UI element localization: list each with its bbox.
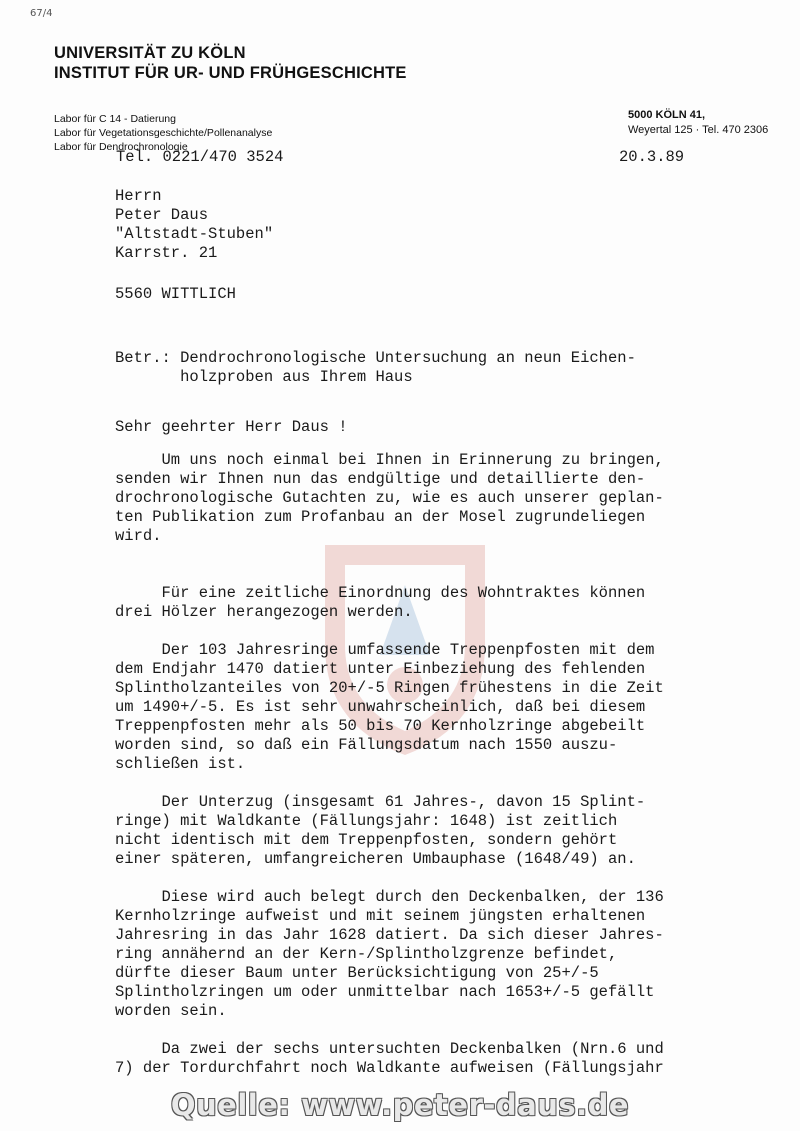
recipient-address: Herrn Peter Daus "Altstadt-Stuben" Karrstr. 21 [115, 187, 274, 262]
lab-pollen: Labor für Vegetationsgeschichte/Pollenanalyse [54, 127, 273, 139]
corner-mark: 67/4 [30, 8, 53, 19]
institute-name: INSTITUT FÜR UR- UND FRÜHGESCHICHTE [54, 64, 407, 82]
salutation: Sehr geehrter Herr Daus ! [115, 418, 348, 436]
university-name: UNIVERSITÄT ZU KÖLN [54, 44, 246, 62]
letterhead [54, 43, 407, 83]
lab-c14: Labor für C 14 - Datierung [54, 113, 176, 125]
lab-dendro: Labor für Dendrochronologie [54, 141, 188, 153]
phone-line: Tel. 0221/470 3524 [116, 148, 284, 166]
source-watermark: Quelle: www.peter-daus.de [170, 1088, 630, 1122]
recipient-city: 5560 WITTLICH [115, 285, 236, 303]
address-street-phone: Weyertal 125 · Tel. 470 2306 [628, 124, 769, 136]
address-city: 5000 KÖLN 41, [628, 109, 706, 121]
institute-address [628, 108, 768, 138]
letter-body: Um uns noch einmal bei Ihnen in Erinnerung zu bringen, senden wir Ihnen nun das endgültige und detaillierte den- drochronologische Gutachten zu, wie es auch unserer geplan- ten Publikation zum Profanbau an der Mosel zugrundeliegen wird. Für eine zeitliche Einordnung des Wohntraktes können drei Hölzer herangezogen werden. Der 103 Jahresringe umfassende Treppenpfosten mit dem dem Endjahr 1470 datiert unter Einbeziehung des fehlenden Splintholzanteiles von 20+/-5 Ringen frühestens in die Zeit um 1490+/-5. Es ist sehr unwahrscheinlich, daß bei diesem Treppenpfosten mehr als 50 bis 70 Kernholzringe abgebeilt worden sind, so daß ein Fällungsdatum nach 1550 auszu- schließen ist. Der Unterzug (insgesamt 61 Jahres-, davon 15 Splint- ringe) mit Waldkante (Fällungsjahr: 1648) ist zeitlich nicht identisch mit dem Treppenpfosten, sondern gehört einer späteren, umfangreicheren Umbauphase (1648/49) an. Diese wird auch belegt durch den Deckenbalken, der 136 Kernholzringe aufweist und mit seinem jüngsten erhaltenen Jahresring in das Jahr 1628 datiert. Da sich dieser Jahres- ring annähernd an der Kern-/Splintholzgrenze befindet, dürfte dieser Baum unter Berücksichtigung von 25+/-5 Splintholzringen um oder unmittelbar nach 1653+/-5 gefällt worden sein. Da zwei der sechs untersuchten Deckenbalken (Nrn.6 und 7) der Tordurchfahrt noch Waldkante aufweisen (Fällungsjahr [115, 451, 664, 1077]
subject-line: Betr.: Dendrochronologische Untersuchung an neun Eichen- holzproben aus Ihrem Haus [115, 349, 636, 386]
letter-date: 20.3.89 [619, 148, 685, 166]
